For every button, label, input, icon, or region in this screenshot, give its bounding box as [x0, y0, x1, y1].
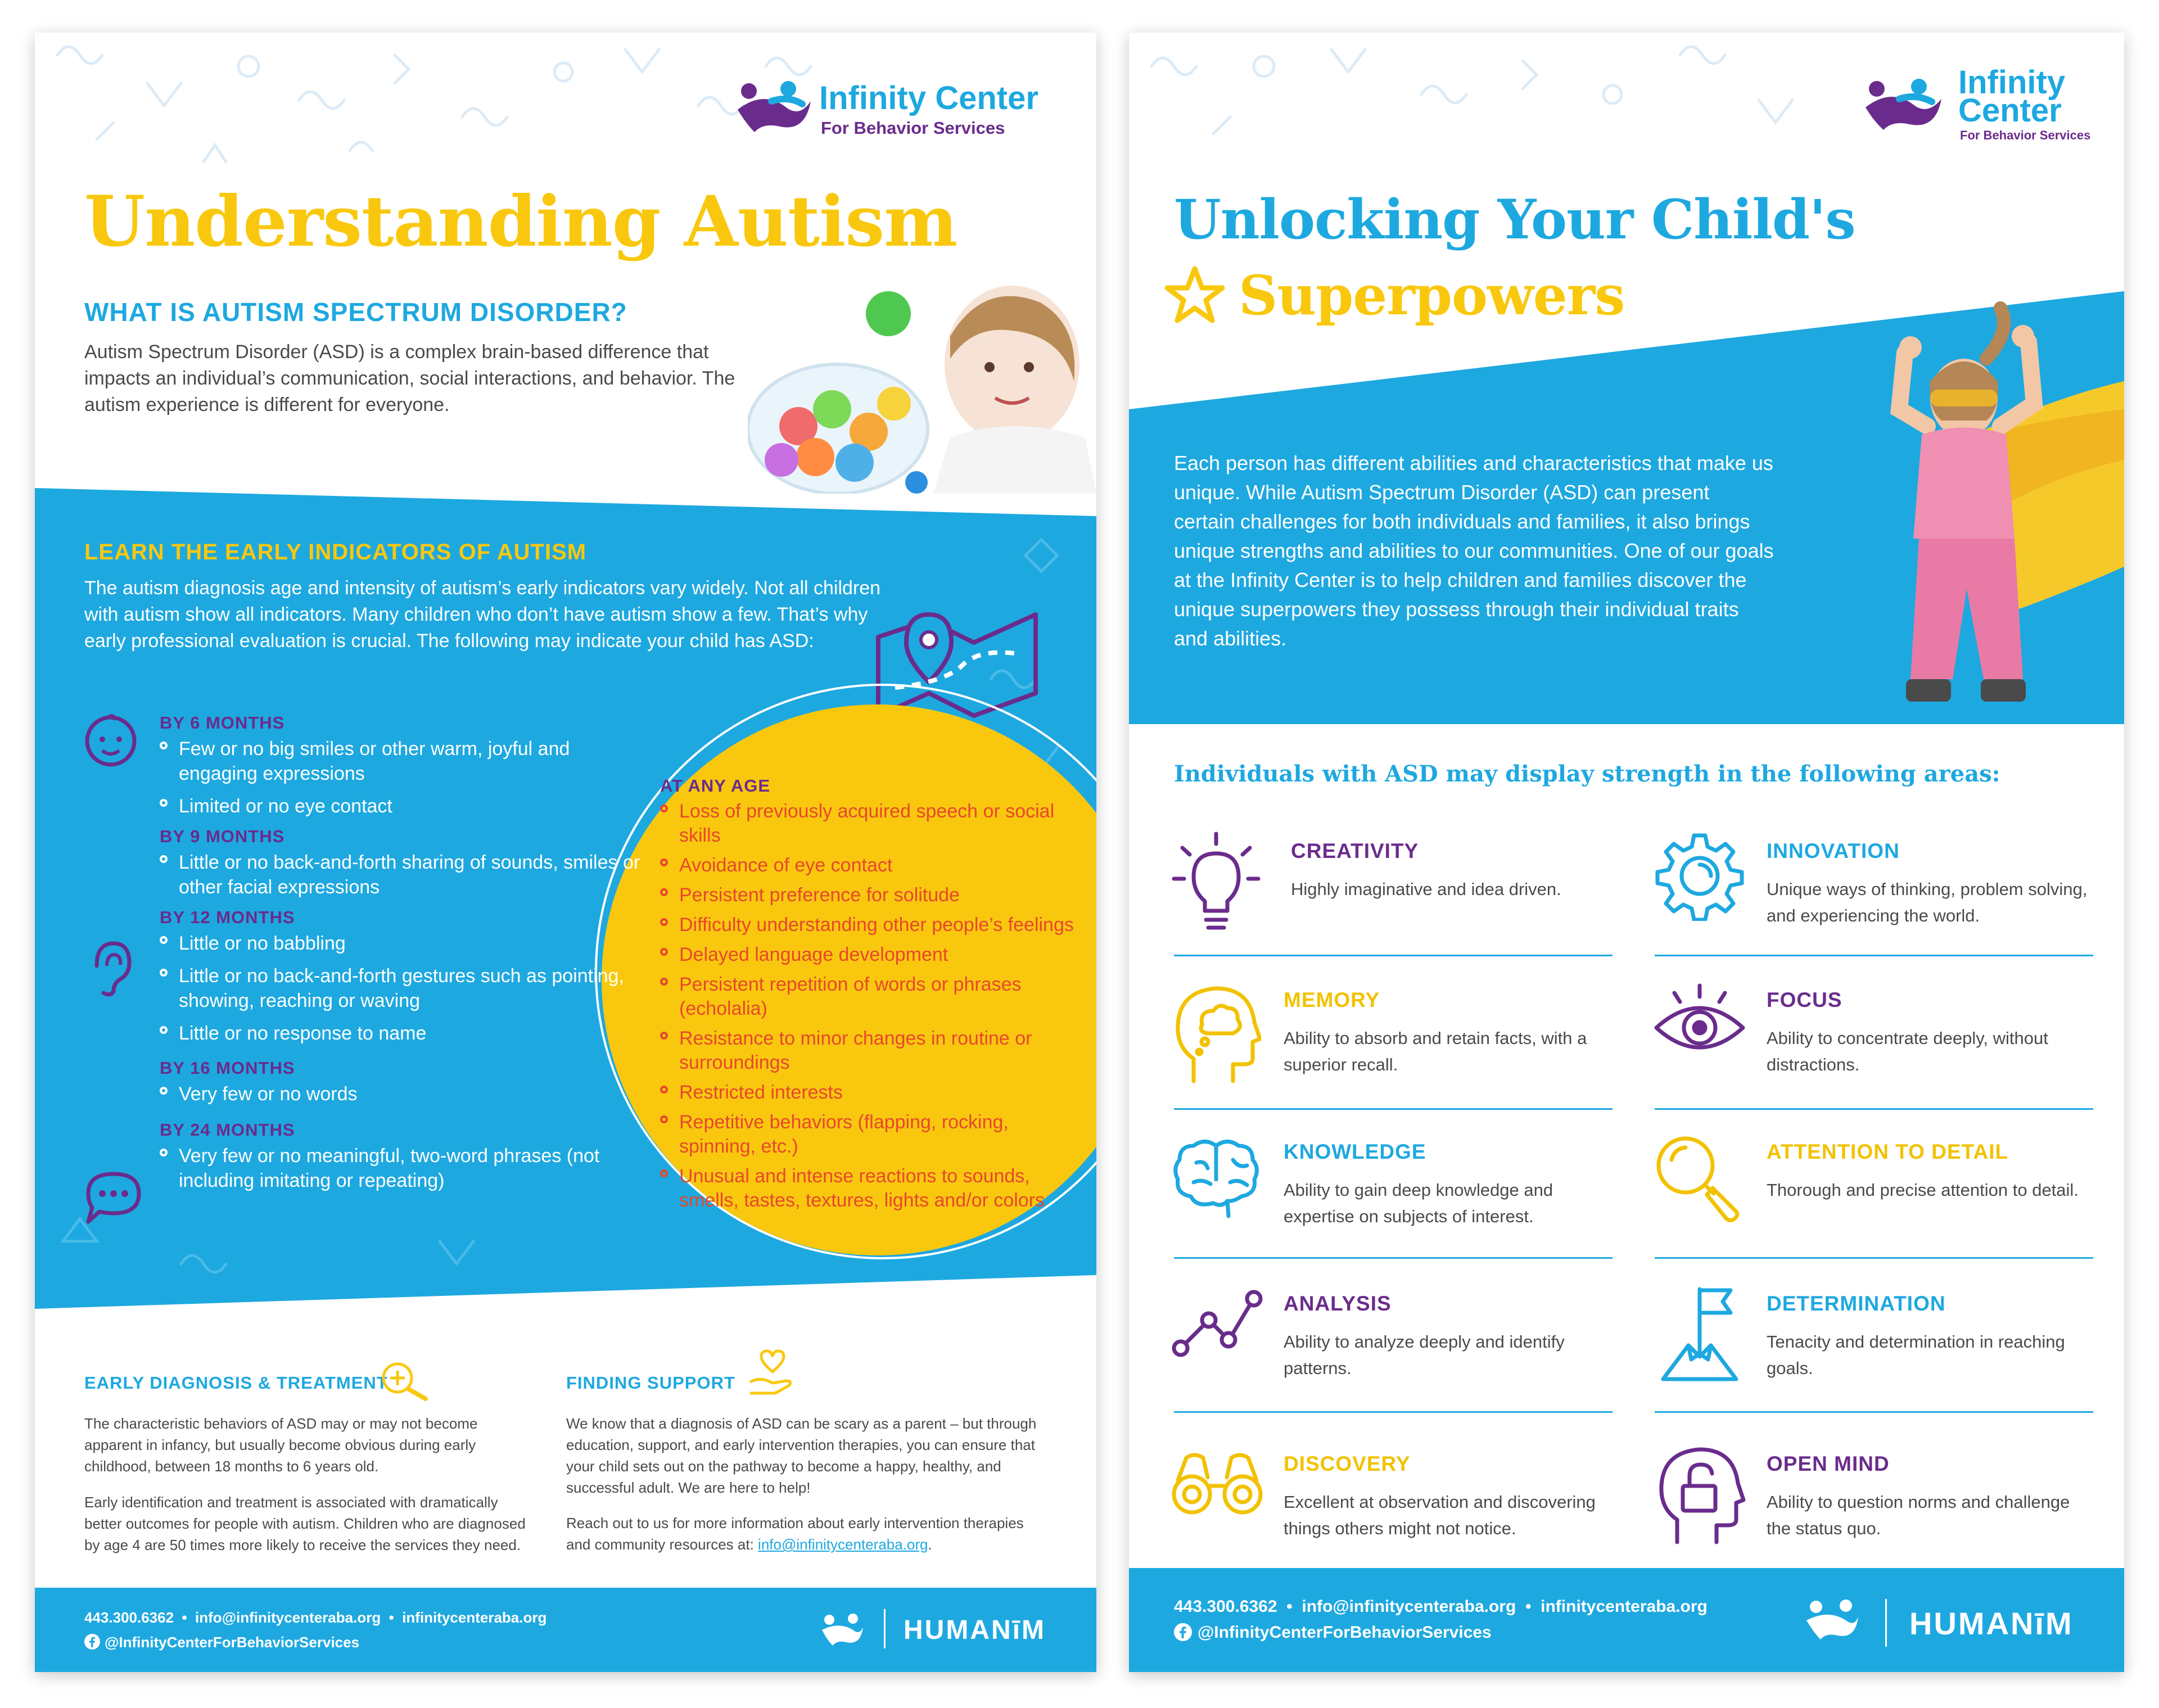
strength-title-analysis: ANALYSIS: [1284, 1292, 1392, 1315]
list-item: Little or no back-and-forth sharing of sounds, smiles or other facial expressions: [160, 850, 649, 900]
list-item: Unusual and intense reactions to sounds, smells, tastes, textures, lights and/or colors: [660, 1164, 1087, 1213]
asd-heading: WHAT IS AUTISM SPECTRUM DISORDER?: [84, 297, 627, 327]
footer: [35, 1588, 1096, 1672]
by12-heading: BY 12 MONTHS: [160, 907, 295, 927]
indicators-body: The autism diagnosis age and intensity of autism’s early indicators vary widely. Not all children with autism show all indicators. Many children who don’t have autism show a few. That’s why early professional evaluation is crucial. The following may indicate your child has ASD:: [84, 577, 881, 652]
lightbulb-icon: [1171, 831, 1261, 932]
strengths-heading: Individuals with ASD may display strength in the following areas:: [1174, 761, 2000, 787]
divider: [1655, 1257, 2093, 1259]
support-p2-end: .: [928, 1536, 932, 1553]
head-thought-icon: [1171, 980, 1261, 1087]
humanim-brand: HUMANīM: [904, 1615, 1046, 1645]
strength-title-open-mind: OPEN MIND: [1767, 1452, 1890, 1475]
divider: [1655, 955, 2093, 956]
early-diagnosis-p1: The characteristic behaviors of ASD may or may not become apparent in infancy, but usually become obvious during early childhood, between 18 months to 6 years old.: [84, 1415, 478, 1475]
early-diagnosis-heading: EARLY DIAGNOSIS & TREATMENT: [84, 1373, 388, 1393]
logo-tagline: For Behavior Services: [1960, 128, 2091, 142]
magnifier-icon: [1652, 1132, 1747, 1227]
footer-logo-icon: [1804, 1599, 1860, 1641]
by24-heading: BY 24 MONTHS: [160, 1120, 295, 1140]
any-age-heading: AT ANY AGE: [660, 776, 771, 796]
divider: [1174, 955, 1613, 956]
logo: [1860, 65, 2107, 178]
by24-list: [160, 1144, 649, 1193]
flyer-superpowers: [1129, 33, 2124, 1672]
logo-tagline: For Behavior Services: [821, 118, 1005, 138]
footer-social-handle[interactable]: @InfinityCenterForBehaviorServices: [105, 1634, 360, 1651]
strength-desc-memory: Ability to absorb and retain facts, with a superior recall.: [1284, 1028, 1587, 1074]
support-email-link[interactable]: info@infinitycenteraba.org: [758, 1536, 928, 1553]
list-item: Little or no response to name: [160, 1021, 649, 1046]
list-item: Repetitive behaviors (flapping, rocking, spinning, etc.): [660, 1110, 1087, 1159]
by9-list: [160, 850, 649, 900]
strength-title-knowledge: KNOWLEDGE: [1284, 1140, 1426, 1163]
graph-icon: [1169, 1286, 1265, 1359]
divider: [1174, 1411, 1613, 1413]
page-title: Understanding Autism: [84, 181, 957, 263]
intro-text: Each person has different abilities and characteristics that make us unique. While Autism Spectrum Disorder (ASD) can present certain challenges for both individuals and families, it also brings unique strengths and abilities to our communities. One of our goals at the Infinity Center is to help children and families discover the unique superpowers they possess through their individual traits and abilities.: [1174, 451, 1774, 650]
footer-divider: [884, 1609, 886, 1648]
gear-icon: [1655, 831, 1745, 921]
heart-hand-icon: [744, 1348, 801, 1399]
list-item: Difficulty understanding other people’s feelings: [660, 913, 1087, 937]
by16-list: [160, 1082, 649, 1106]
page-title-line2: Superpowers: [1239, 264, 1625, 327]
footer-logo-icon: [819, 1613, 864, 1647]
strength-desc-analysis: Ability to analyze deeply and identify patterns.: [1284, 1332, 1565, 1378]
list-item: Little or no back-and-forth gestures such as pointing, showing, reaching or waving: [160, 964, 649, 1013]
list-item: Avoidance of eye contact: [660, 853, 1087, 878]
finding-support-p2: [566, 1512, 1050, 1555]
by6-heading: BY 6 MONTHS: [160, 713, 285, 733]
superhero-girl-photo: [1759, 274, 2124, 713]
strength-title-creativity: CREATIVITY: [1291, 839, 1419, 862]
divider: [1174, 1108, 1613, 1110]
baby-face-icon: [80, 710, 142, 772]
list-item: Very few or no words: [160, 1082, 649, 1106]
footer-divider: [1885, 1599, 1887, 1647]
strength-desc-focus: Ability to concentrate deeply, without distractions.: [1767, 1028, 2048, 1074]
logo-figures-icon: [1860, 76, 1950, 138]
eye-icon: [1652, 983, 1747, 1067]
early-diagnosis-p2: Early identification and treatment is associated with dramatically better outcomes for people with autism. Children who are diagnosed by age 4 are 50 times more likely to receive the services they need.: [84, 1494, 526, 1553]
support-p2-text: Reach out to us for more information about early intervention therapies and community resources at:: [566, 1515, 1024, 1553]
any-age-list-block: [660, 776, 1087, 1218]
logo-name-line2: Center: [1958, 92, 2062, 129]
list-item: Few or no big smiles or other warm, joyful and engaging expressions: [160, 736, 649, 786]
footer-contact: 443.300.6362 • info@infinitycenteraba.org • infinitycenteraba.org: [84, 1609, 547, 1626]
medical-magnifier-icon: [378, 1358, 434, 1403]
list-item: Resistance to minor changes in routine or surroundings: [660, 1027, 1087, 1075]
logo-name: Infinity Center: [819, 80, 1038, 116]
any-age-list: [660, 799, 1087, 1213]
list-item: Very few or no meaningful, two-word phrases (not including imitating or repeating): [160, 1144, 649, 1193]
strength-desc-open-mind: Ability to question norms and challenge the status quo.: [1767, 1492, 2070, 1538]
divider: [1655, 1411, 2093, 1413]
logo-figures-icon: [732, 79, 816, 141]
strength-desc-discovery: Excellent at observation and discovering things others might not notice.: [1284, 1492, 1596, 1538]
footer-contact: 443.300.6362 • info@infinitycenteraba.org • infinitycenteraba.org: [1174, 1597, 1708, 1616]
facebook-icon[interactable]: [84, 1634, 100, 1650]
by12-list: [160, 931, 649, 1046]
indicators-heading: LEARN THE EARLY INDICATORS OF AUTISM: [84, 540, 587, 564]
list-item: Loss of previously acquired speech or social skills: [660, 799, 1087, 848]
list-item: Persistent repetition of words or phrases (echolalia): [660, 973, 1087, 1021]
by6-list: [160, 736, 649, 819]
strength-title-innovation: INNOVATION: [1767, 839, 1900, 862]
logo: [732, 79, 1081, 146]
humanim-brand: HUMANīM: [1909, 1606, 2074, 1641]
strength-title-discovery: DISCOVERY: [1284, 1452, 1411, 1475]
child-with-balls-photo: [748, 269, 1096, 494]
strength-title-focus: FOCUS: [1767, 988, 1842, 1011]
list-item: Restricted interests: [660, 1081, 1087, 1105]
open-mind-icon: [1655, 1441, 1750, 1548]
footer: [1129, 1568, 2124, 1672]
strength-desc-innovation: Unique ways of thinking, problem solving, and experiencing the world.: [1767, 879, 2088, 925]
by16-heading: BY 16 MONTHS: [160, 1058, 295, 1078]
ear-sound-icon: [80, 932, 142, 1000]
strength-title-attention: ATTENTION TO DETAIL: [1767, 1140, 2009, 1163]
age-groups-list: [160, 713, 649, 1201]
strength-desc-determination: Tenacity and determination in reaching goals.: [1767, 1332, 2065, 1378]
list-item: Delayed language development: [660, 943, 1087, 967]
finding-support-p1: We know that a diagnosis of ASD can be scary as a parent – but through education, support, and early intervention therapies, you can ensure that your child sets out on the pathway to become a happy, healthy, and successful adult. We are here to help!: [566, 1415, 1037, 1496]
strength-desc-attention: Thorough and precise attention to detail.: [1767, 1180, 2079, 1200]
logo-name-line1: Infinity: [1958, 64, 2066, 101]
by9-heading: BY 9 MONTHS: [160, 826, 285, 846]
divider: [1655, 1108, 2093, 1110]
flyer-understanding-autism: [35, 33, 1096, 1672]
strength-title-memory: MEMORY: [1284, 988, 1380, 1011]
brain-icon: [1171, 1135, 1261, 1219]
divider: [1174, 1257, 1613, 1259]
speech-bubble-icon: [80, 1165, 147, 1227]
list-item: Limited or no eye contact: [160, 794, 649, 819]
binoculars-icon: [1169, 1447, 1265, 1520]
list-item: Little or no babbling: [160, 931, 649, 956]
facebook-icon[interactable]: [1174, 1623, 1192, 1641]
list-item: Persistent preference for solitude: [660, 883, 1087, 907]
strength-desc-knowledge: Ability to gain deep knowledge and expertise on subjects of interest.: [1284, 1180, 1553, 1226]
strength-desc-creativity: Highly imaginative and idea driven.: [1291, 879, 1561, 899]
page-title-line1: Unlocking Your Child's: [1174, 188, 1855, 251]
footer-social-handle[interactable]: @InfinityCenterForBehaviorServices: [1198, 1623, 1492, 1642]
strength-title-determination: DETERMINATION: [1767, 1292, 1946, 1315]
finding-support-heading: FINDING SUPPORT: [566, 1373, 735, 1393]
asd-body: Autism Spectrum Disorder (ASD) is a complex brain-based difference that impacts an individual’s communication, social interactions, and behavior. The autism experience is different for everyone.: [84, 341, 735, 415]
flag-mountain-icon: [1657, 1284, 1742, 1385]
